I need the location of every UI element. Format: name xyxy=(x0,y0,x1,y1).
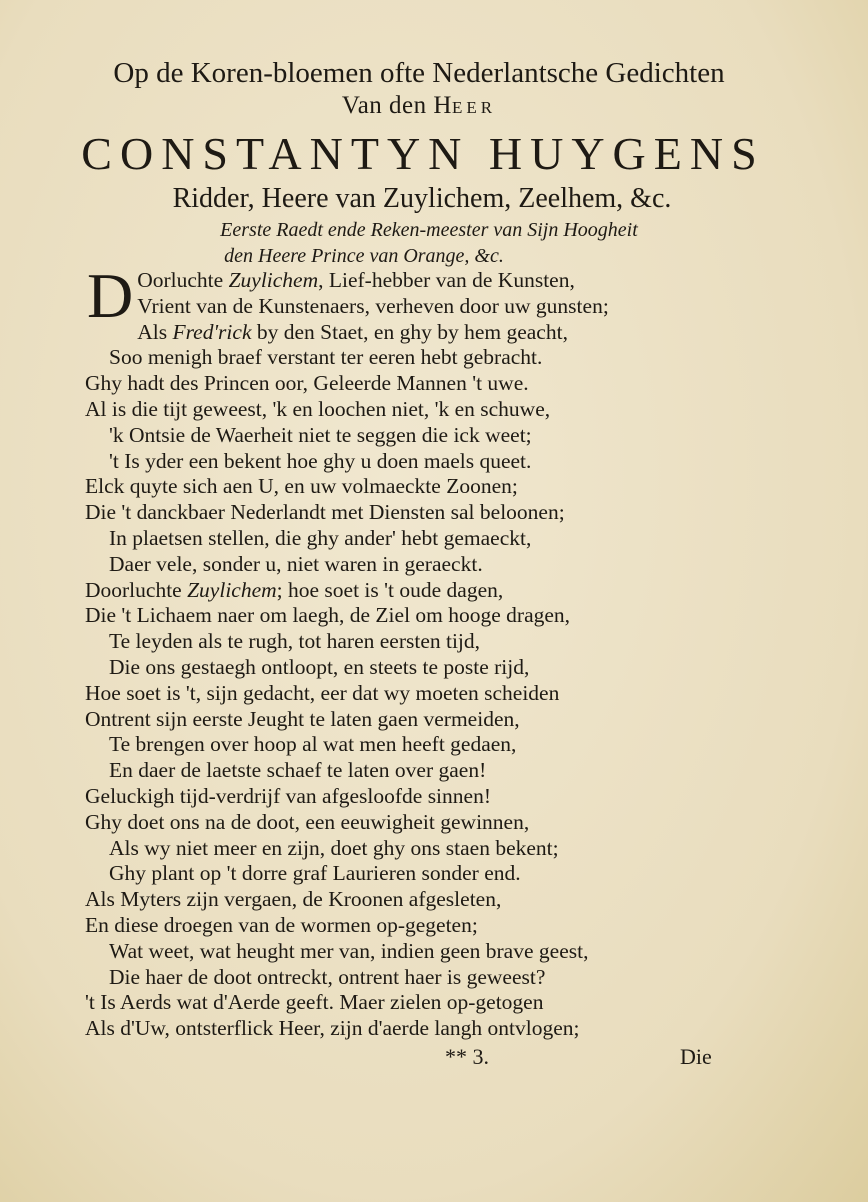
poem-line: Wat weet, wat heught mer van, indien geen brave geest, xyxy=(109,938,589,963)
poem-line: 'k Ontsie de Waerheit niet te seggen die ick weet; xyxy=(109,422,532,447)
catchword: Die xyxy=(680,1044,712,1069)
page-footer xyxy=(0,1044,868,1084)
poem-line: Geluckigh tijd-verdrijf van afgesloofde sinnen! xyxy=(85,783,491,808)
poem-line: 't Is yder een bekent hoe ghy u doen maels queet. xyxy=(109,448,532,473)
drop-cap: D xyxy=(87,260,134,331)
poem-line: Doorluchte Zuylichem; hoe soet is 't oude dagen, xyxy=(85,577,504,602)
poem-line: Te leyden als te rugh, tot haren eersten tijd, xyxy=(109,629,481,654)
poem-line: Daer vele, sonder u, niet waren in geraeckt. xyxy=(109,551,483,576)
poem-italic-name: Zuylichem xyxy=(187,577,277,602)
poem-line: En daer de laetste schaef te laten over gaen! xyxy=(109,758,487,783)
poem-line: Te brengen over hoop al wat men heeft gedaen, xyxy=(109,732,517,757)
poem-line: Die 't danckbaer Nederlandt met Diensten sal beloonen; xyxy=(85,500,565,525)
poem-line: Vrient van de Kunstenaers, verheven door uw gunsten; xyxy=(137,293,609,318)
poem-line: Ghy plant op 't dorre graf Laurieren sonder end. xyxy=(109,861,521,886)
poem-line: Als Myters zijn vergaen, de Kroonen afgesleten, xyxy=(85,887,502,912)
title-line-2: Van den HEER xyxy=(341,92,497,119)
poem-body xyxy=(85,260,705,1042)
poem-line: Als d'Uw, ontsterflick Heer, zijn d'aerde langh ontvlogen; xyxy=(85,1016,580,1041)
poem-line: Oorluchte Zuylichem, Lief-hebber van de Kunsten, xyxy=(137,268,575,292)
poem-line: Als wy niet meer en zijn, doet ghy ons staen bekent; xyxy=(109,835,559,860)
poem-line: Soo menigh braef verstant ter eeren hebt gebracht. xyxy=(109,345,543,370)
poem-line: Ontrent sijn eerste Jeught te laten gaen vermeiden, xyxy=(85,706,520,731)
poem-italic-name: Fred'rick xyxy=(172,319,252,344)
title-block xyxy=(0,55,868,269)
honoree-name: CONSTANTYN HUYGENS xyxy=(81,128,765,179)
office-line-1: Eerste Raedt ende Reken-meester van Sijn Hoogheit xyxy=(220,219,638,241)
title-line-1: Op de Koren-bloemen ofte Nederlantsche Gedichten xyxy=(113,57,725,89)
poem-line: In plaetsen stellen, die ghy ander' hebt gemaeckt, xyxy=(109,525,532,550)
poem-line: Ghy doet ons na de doot, een eeuwigheit gewinnen, xyxy=(85,809,530,834)
poem-line: 't Is Aerds wat d'Aerde geeft. Maer zielen op-getogen xyxy=(85,990,544,1015)
poem-italic-name: Zuylichem xyxy=(228,268,319,292)
signature-mark: ** 3. xyxy=(445,1044,489,1069)
honoree-titles: Ridder, Heere van Zuylichem, Zeelhem, &c. xyxy=(172,183,672,214)
poem-line: Hoe soet is 't, sijn gedacht, eer dat wy moeten scheiden xyxy=(85,680,560,705)
office-line-2: den Heere Prince van Orange, &c. xyxy=(224,245,504,267)
poem-line: Die haer de doot ontreckt, ontrent haer is geweest? xyxy=(109,964,546,989)
poem-line: Die ons gestaegh ontloopt, en steets te poste rijd, xyxy=(109,654,530,679)
poem-line: Als Fred'rick by den Staet, en ghy by hem geacht, xyxy=(137,319,568,344)
poem-line: Die 't Lichaem naer om laegh, de Ziel om hooge dragen, xyxy=(85,603,571,628)
poem-line: Al is die tijt geweest, 'k en loochen niet, 'k en schuwe, xyxy=(85,396,551,421)
poem-line: Elck quyte sich aen U, en uw volmaeckte Zoonen; xyxy=(85,474,518,499)
poem-line: Ghy hadt des Princen oor, Geleerde Mannen 't uwe. xyxy=(85,371,529,396)
poem-line: En diese droegen van de wormen op-gegeten; xyxy=(85,912,478,937)
